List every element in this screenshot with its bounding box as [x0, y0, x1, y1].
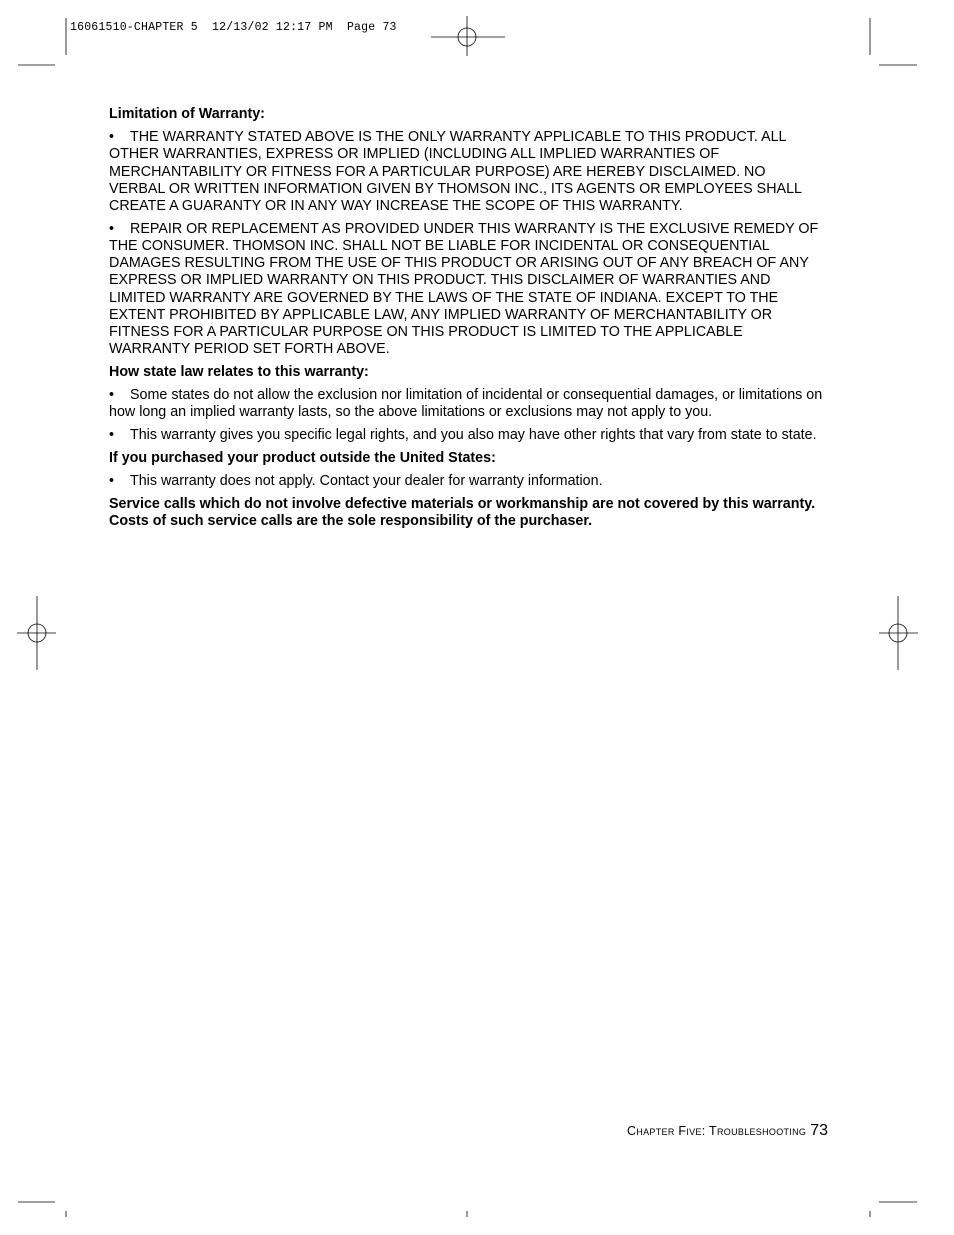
page-footer	[627, 1122, 828, 1140]
state-law-bullet-2: • This warranty gives you specific legal rights, and you also may have other rights that vary from state to state.	[109, 426, 817, 443]
bullet-mark: •	[109, 426, 115, 443]
service-calls-notice: Service calls which do not involve defective materials or workmanship are not covered by this warranty. Costs of such service calls are the sole responsibility of the purchaser.	[109, 495, 816, 529]
bullet-mark: •	[109, 387, 115, 404]
bullet-mark: •	[109, 220, 115, 237]
bullet-mark: •	[109, 472, 115, 489]
outside-us-heading: If you purchased your product outside the United States:	[109, 449, 496, 466]
limitation-heading: Limitation of Warranty:	[109, 106, 265, 122]
state-law-heading: How state law relates to this warranty:	[109, 363, 369, 380]
warranty-content	[109, 106, 825, 535]
outside-us-bullet-1: • This warranty does not apply. Contact your dealer for warranty information.	[109, 472, 603, 489]
page-number: 73	[810, 1122, 828, 1139]
limitation-bullet-2: • REPAIR OR REPLACEMENT AS PROVIDED UNDER THIS WARRANTY IS THE EXCLUSIVE REMEDY OF THE CONSUMER. THOMSON INC. SHALL NOT BE LIABLE FOR INCIDENTAL OR CONSEQUENTIAL DAMAGES RESULTING FROM THE USE OF THIS PRODUCT OR ARISING OUT OF ANY BREACH OF ANY EXPRESS OR IMPLIED WARRANTY ON THIS PRODUCT. THIS DISCLAIMER OF WARRANTIES AND LIMITED WARRANTY ARE GOVERNED BY THE LAWS OF THE STATE OF INDIANA. EXCEPT TO THE EXTENT PROHIBITED BY APPLICABLE LAW, ANY IMPLIED WARRANTY OF MERCHANTABILITY OR FITNESS FOR A PARTICULAR PURPOSE ON THIS PRODUCT IS LIMITED TO THE APPLICABLE WARRANTY PERIOD SET FORTH ABOVE.	[109, 220, 819, 358]
chapter-label: Chapter Five: Troubleshooting	[626, 1124, 807, 1138]
state-law-bullet-1: • Some states do not allow the exclusion nor limitation of incidental or consequential damages, or limitations on how long an implied warranty lasts, so the above limitations or exclusions may not apply to you.	[109, 387, 823, 421]
print-slug: 16061510-CHAPTER 5 12/13/02 12:17 PM Page 73	[70, 21, 397, 34]
bullet-mark: •	[109, 129, 115, 146]
limitation-bullet-1: • THE WARRANTY STATED ABOVE IS THE ONLY WARRANTY APPLICABLE TO THIS PRODUCT. ALL OTHER WARRANTIES, EXPRESS OR IMPLIED (INCLUDING ALL IMPLIED WARRANTIES OF MERCHANTABILITY OR FITNESS FOR A PARTICULAR PURPOSE) ARE HEREBY DISCLAIMED. NO VERBAL OR WRITTEN INFORMATION GIVEN BY THOMSON INC., ITS AGENTS OR EMPLOYEES SHALL CREATE A GUARANTY OR IN ANY WAY INCREASE THE SCOPE OF THIS WARRANTY.	[109, 129, 802, 215]
